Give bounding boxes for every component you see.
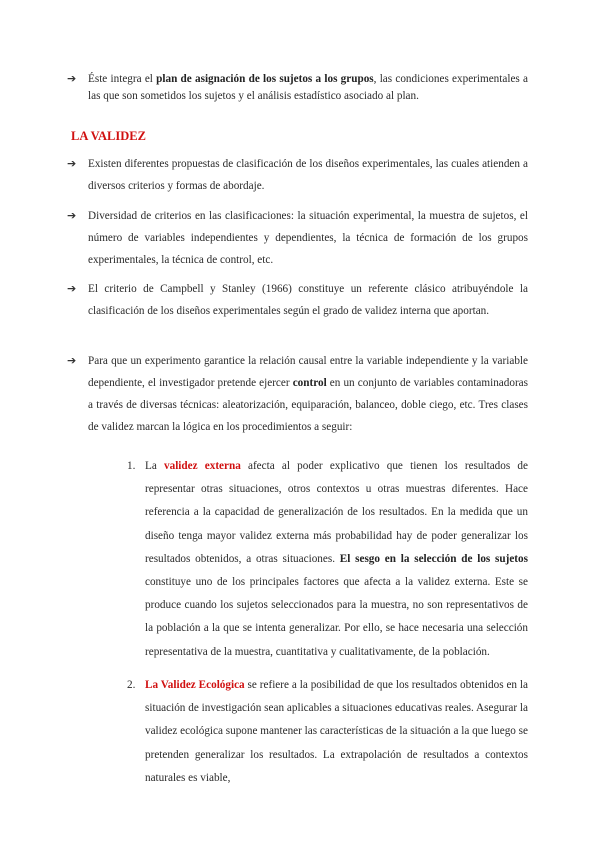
list-item-validez-ecologica: 2. La Validez Ecológica se refiere a la posibilidad de que los resultados obtenidos en la situación de investigación sean aplicables a situaciones educativas reales. Asegurar la validez ecológica supone mantener las características de la situación a la que luego se pretenden generalizar los resultados. La extrapolación de resultados a contextos naturales es viable, [145,674,528,790]
list-number: 2. [127,679,136,691]
arrow-bullet-icon: ➔ [67,282,77,295]
bullet-propuestas: ➔ Existen diferentes propuestas de clasificación de los diseños experimentales, las cuales atienden a diversos criterios y formas de abordaje. [88,153,528,197]
arrow-bullet-icon: ➔ [67,157,77,170]
bullet-plan-asignacion: ➔ Éste integra el plan de asignación de los sujetos a los grupos, las condiciones experimentales a las que son sometidos los sujetos y el análisis estadístico asociado al plan. [67,72,528,102]
arrow-bullet-icon: ➔ [67,354,77,367]
list-item-validez-externa: 1. La validez externa afecta al poder explicativo que tienen los resultados de representar otras situaciones, otros contextos u otras muestras diferentes. Hace referencia a la capacidad de generalización de los resultados. En la medida que un diseño tenga mayor validez externa más probabilidad hay de poder generalizar los resultados obtenidos, a otras situaciones. El sesgo en la selección de los sujetos constituye uno de los principales factores que afecta a la validez externa. Este se produce cuando los sujetos seleccionados para la muestra, no son representativos de la población a la que se intenta generalizar. Por ello, se hace necesaria una selección representativa de la muestra, cuantitativa y cualitativamente, de la población. [145,455,528,664]
bullet-criterios: ➔ Diversidad de criterios en las clasificaciones: la situación experimental, la muestra de sujetos, el número de variables independientes y dependientes, la técnica de formación de los grupos experimentales, la técnica de control, etc. [88,205,528,271]
bullet-campbell-stanley: ➔ El criterio de Campbell y Stanley (1966) constituye un referente clásico atribuyéndole la clasificación de los diseños experimentales según el grado de validez interna que aportan. [88,278,528,322]
arrow-bullet-icon: ➔ [67,72,77,85]
bullet-control: ➔ Para que un experimento garantice la relación causal entre la variable independiente y la variable dependiente, el investigador pretende ejercer control en un conjunto de variables contaminadoras a través de diversas técnicas: aleatorización, equiparación, balanceo, doble ciego, etc. Tres clases de validez marcan la lógica en los procedimientos a seguir: [88,350,528,438]
arrow-bullet-icon: ➔ [67,209,77,222]
section-heading: LA VALIDEZ [71,129,146,143]
list-number: 1. [127,460,136,472]
